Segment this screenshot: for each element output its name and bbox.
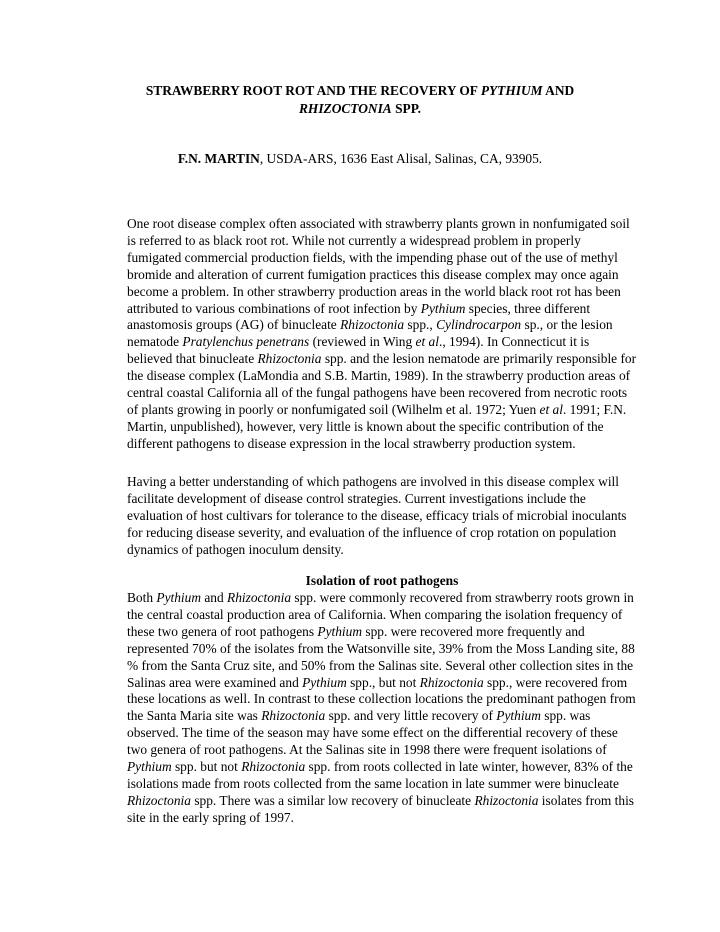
title-text: AND [542,83,575,98]
paragraph-isolation [127,590,637,827]
italic-run: Rhizoctonia [241,759,306,775]
text-run: spp., [404,317,437,333]
section-heading: Isolation of root pathogens [305,573,459,588]
paper-title [120,82,600,118]
italic-run: Pythium [302,674,347,690]
italic-run: Cylindrocarpon [436,317,522,333]
title-genus-pythium: PYTHIUM [480,83,543,98]
title-text: STRAWBERRY ROOT ROT AND THE RECOVERY OF [145,83,481,98]
text-run: spp. There was a similar low recovery of binucleate [190,792,475,808]
text-run: species, three different anastomosis groups (AG) of binucleate [127,300,591,333]
text-run: (reviewed in Wing [309,334,416,350]
text-run: ., 1994). In Connecticut it is believed that binucleate [127,334,590,367]
italic-run: et al [415,334,439,350]
title-text: SPP. [391,101,422,116]
text-run: spp., but not [346,674,420,690]
text-run: Both [127,590,157,605]
italic-run: Pythium [496,708,541,724]
italic-run: Rhizoctonia [261,708,326,724]
italic-run: Rhizoctonia [227,590,292,605]
text-run: spp. and the lesion nematode are primarily responsible for the disease complex (LaMondia and S.B. Martin, 1989). In the strawberry production areas of central coastal California all of the fungal pathogens have been recovered from necrotic roots of plants growing in poorly or nonfumigated soil (Wilhelm et al. 1972; Yuen [127,351,637,417]
author-affiliation: , USDA-ARS, 1636 East Alisal, Salinas, CA, 93905. [259,151,543,166]
author-name: F.N. MARTIN [177,151,260,166]
text-run: spp. but not [171,759,242,775]
text-run: spp. was observed. The time of the season may have some effect on the differential recovery of these two genera of root pathogens. At the Salinas site in 1998 there were frequent isolations of [127,708,618,758]
italic-run: Pratylenchus penetrans [182,334,310,350]
text-run: spp., were recovered from these locations as well. In contrast to these collection locations the predominant pathogen from the Santa Maria site was [127,674,636,724]
text-run: spp. were recovered more frequently and represented 70% of the isolates from the Watsonville site, 39% from the Moss Landing site, 88 % from the Santa Cruz site, and 50% from the Salinas site. Several other collection sites in the Salinas area were examined and [127,623,635,690]
text-run: One root disease complex often associated with strawberry plants grown in nonfumigated soil is referred to as black root rot. While not currently a widespread problem in properly fumigated commercial production fields, with the impending phase out of the use of methyl bromide and alteration of current fumigation practices this disease complex may once again become a problem. In other strawberry production areas in the world black root rot has been attributed to various combinations of root infection by [127,216,630,316]
italic-run: Pythium [317,623,363,639]
paragraph-objectives: Having a better understanding of which pathogens are involved in this disease complex will facilitate development of disease control strategies. Current investigations include the evaluation of host cultivars for tolerance to the disease, efficacy trials of microbial inoculants for reducing disease severity, and evaluation of the influence of crop rotation on population dynamics of pathogen inoculum density. [127,474,627,557]
text-run: sp., or the lesion nematode [127,317,613,350]
italic-run: Rhizoctonia [419,674,484,690]
title-genus-rhizoctonia: RHIZOCTONIA [298,101,392,116]
italic-run: Rhizoctonia [340,317,405,333]
text-run: isolates from this site in the early spring of 1997. [127,792,635,825]
italic-run: Pythium [127,759,172,775]
italic-run: Rhizoctonia [127,792,191,808]
text-run: . 1991; F.N. Martin, unpublished), however, very little is known about the specific contribution of the different pathogens to disease expression in the local strawberry production system. [127,401,627,451]
italic-run: Pythium [156,590,202,605]
text-run: and [201,590,228,605]
italic-run: Rhizoctonia [474,792,539,808]
italic-run: Pythium [420,300,466,316]
italic-run: et al [539,401,563,417]
italic-run: Rhizoctonia [257,351,322,367]
author-line [100,151,620,168]
text-run: spp. from roots collected in late winter, however, 83% of the isolations made from roots collected from the same location in late summer were binucleate [127,759,633,791]
text-run: spp. were commonly recovered from strawberry roots grown in the central coastal production area of California. When comparing the isolation frequency of these two genera of root pathogens [127,590,634,639]
paragraph-intro [127,216,637,453]
text-run: spp. and very little recovery of [325,708,497,724]
